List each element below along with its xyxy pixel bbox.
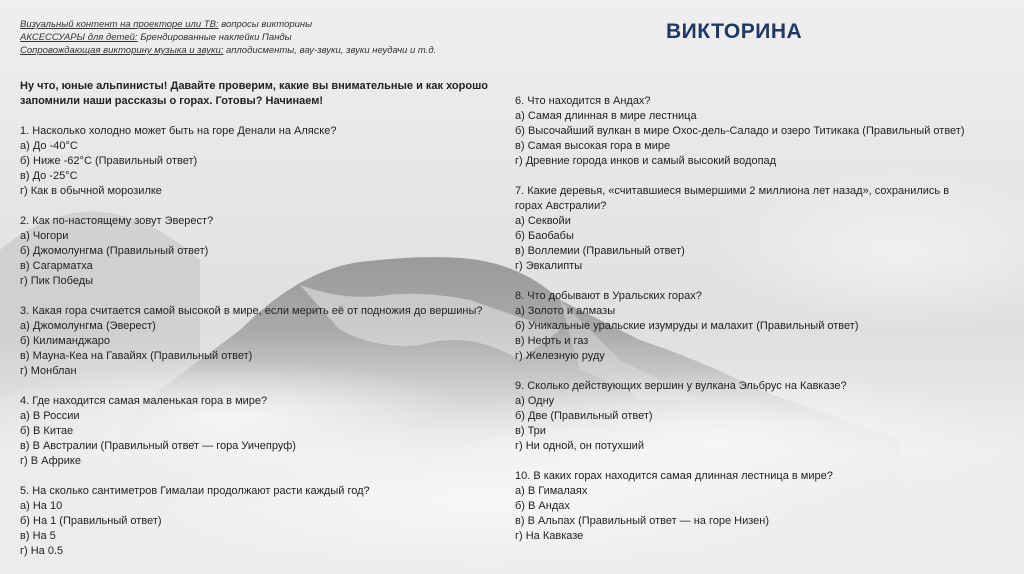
answer-option: а) На 10 bbox=[20, 500, 63, 512]
question-text: 6. Что находится в Андах? bbox=[515, 95, 651, 107]
answer-option: а) Самая длинная в мире лестница bbox=[515, 110, 697, 122]
answer-option: а) Одну bbox=[515, 395, 555, 407]
question-7 bbox=[515, 184, 1010, 274]
question-text: 3. Какая гора считается самой высокой в мире, если мерить её от подножия до вершины? bbox=[20, 305, 483, 317]
answer-option: б) В Китае bbox=[20, 425, 74, 437]
question-6 bbox=[515, 94, 1010, 169]
question-text: 5. На сколько сантиметров Гималаи продолжают расти каждый год? bbox=[20, 485, 370, 497]
question-3 bbox=[20, 304, 515, 379]
answer-option: г) Древние города инков и самый высокий водопад bbox=[515, 155, 777, 167]
answer-option: г) На 0.5 bbox=[20, 545, 64, 557]
answer-option: г) Как в обычной морозилке bbox=[20, 185, 162, 197]
right-column bbox=[515, 94, 1010, 559]
answer-option: а) Джомолунгма (Эверест) bbox=[20, 320, 156, 332]
answer-option: в) В Австралии (Правильный ответ — гора Уичепруф) bbox=[20, 440, 296, 452]
slide-title: ВИКТОРИНА bbox=[666, 20, 803, 43]
answer-option: а) Золото и алмазы bbox=[515, 305, 616, 317]
answer-option: в) Нефть и газ bbox=[515, 335, 589, 347]
question-5 bbox=[20, 484, 515, 559]
question-text: 8. Что добывают в Уральских горах? bbox=[515, 290, 702, 302]
answer-option: а) В Гималаях bbox=[515, 485, 588, 497]
answer-option: в) В Альпах (Правильный ответ — на горе Низен) bbox=[515, 515, 770, 527]
question-text: 1. Насколько холодно может быть на горе Денали на Аляске? bbox=[20, 125, 337, 137]
answer-option: а) В России bbox=[20, 410, 80, 422]
question-4 bbox=[20, 394, 515, 469]
answer-option: б) Две (Правильный ответ) bbox=[515, 410, 653, 422]
intro-text: Ну что, юные альпинисты! Давайте проверим, какие вы внимательные и как хорошо запомнили наши рассказы о горах. Готовы? Начинаем! bbox=[20, 80, 488, 107]
answer-option: в) Мауна-Кеа на Гавайях (Правильный ответ) bbox=[20, 350, 253, 362]
answer-option: г) Монблан bbox=[20, 365, 77, 377]
answer-option: г) Эвкалипты bbox=[515, 260, 583, 272]
question-9 bbox=[515, 379, 1010, 454]
answer-option: в) На 5 bbox=[20, 530, 56, 542]
answer-option: в) Три bbox=[515, 425, 546, 437]
question-text: 10. В каких горах находится самая длинная лестница в мире? bbox=[515, 470, 833, 482]
question-8 bbox=[515, 289, 1010, 364]
notes-line-visual: Визуальный контент на проекторе или ТВ: вопросы викторины bbox=[20, 19, 313, 30]
question-1 bbox=[20, 124, 515, 199]
answer-option: в) Воллемии (Правильный ответ) bbox=[515, 245, 685, 257]
answer-option: б) Джомолунгма (Правильный ответ) bbox=[20, 245, 209, 257]
answer-option: а) Секвойи bbox=[515, 215, 571, 227]
presenter-notes bbox=[20, 18, 436, 57]
question-text: 2. Как по-настоящему зовут Эверест? bbox=[20, 215, 214, 227]
answer-option: б) Уникальные уральские изумруды и малахит (Правильный ответ) bbox=[515, 320, 859, 332]
answer-option: в) До -25°C bbox=[20, 170, 78, 182]
answer-option: в) Сагарматха bbox=[20, 260, 93, 272]
question-text: 4. Где находится самая маленькая гора в мире? bbox=[20, 395, 268, 407]
question-2 bbox=[20, 214, 515, 289]
answer-option: б) Килиманджаро bbox=[20, 335, 111, 347]
answer-option: б) На 1 (Правильный ответ) bbox=[20, 515, 162, 527]
question-text: 9. Сколько действующих вершин у вулкана Эльбрус на Кавказе? bbox=[515, 380, 847, 392]
notes-line-music: Сопровождающая викторину музыка и звуки: аплодисменты, вау-звуки, звуки неудачи и т.д. bbox=[20, 45, 437, 56]
left-column bbox=[20, 79, 515, 574]
answer-option: г) Пик Победы bbox=[20, 275, 94, 287]
answer-option: а) Чогори bbox=[20, 230, 69, 242]
answer-option: б) Ниже -62°C (Правильный ответ) bbox=[20, 155, 198, 167]
answer-option: в) Самая высокая гора в мире bbox=[515, 140, 671, 152]
answer-option: г) Ни одной, он потухший bbox=[515, 440, 644, 452]
question-10 bbox=[515, 469, 1010, 544]
answer-option: б) Баобабы bbox=[515, 230, 574, 242]
question-text: 7. Какие деревья, «считавшиеся вымершими 2 миллиона лет назад», сохранились в bbox=[515, 185, 950, 197]
answer-option: б) В Андах bbox=[515, 500, 570, 512]
answer-option: а) До -40°C bbox=[20, 140, 78, 152]
question-text-continued: горах Австралии? bbox=[515, 200, 607, 212]
answer-option: б) Высочайший вулкан в мире Охос-дель-Саладо и озеро Титикака (Правильный ответ) bbox=[515, 125, 965, 137]
notes-line-accessories: АКСЕССУАРЫ для детей: Брендированные наклейки Панды bbox=[20, 32, 292, 43]
answer-option: г) На Кавказе bbox=[515, 530, 584, 542]
answer-option: г) В Африке bbox=[20, 455, 81, 467]
answer-option: г) Железную руду bbox=[515, 350, 605, 362]
